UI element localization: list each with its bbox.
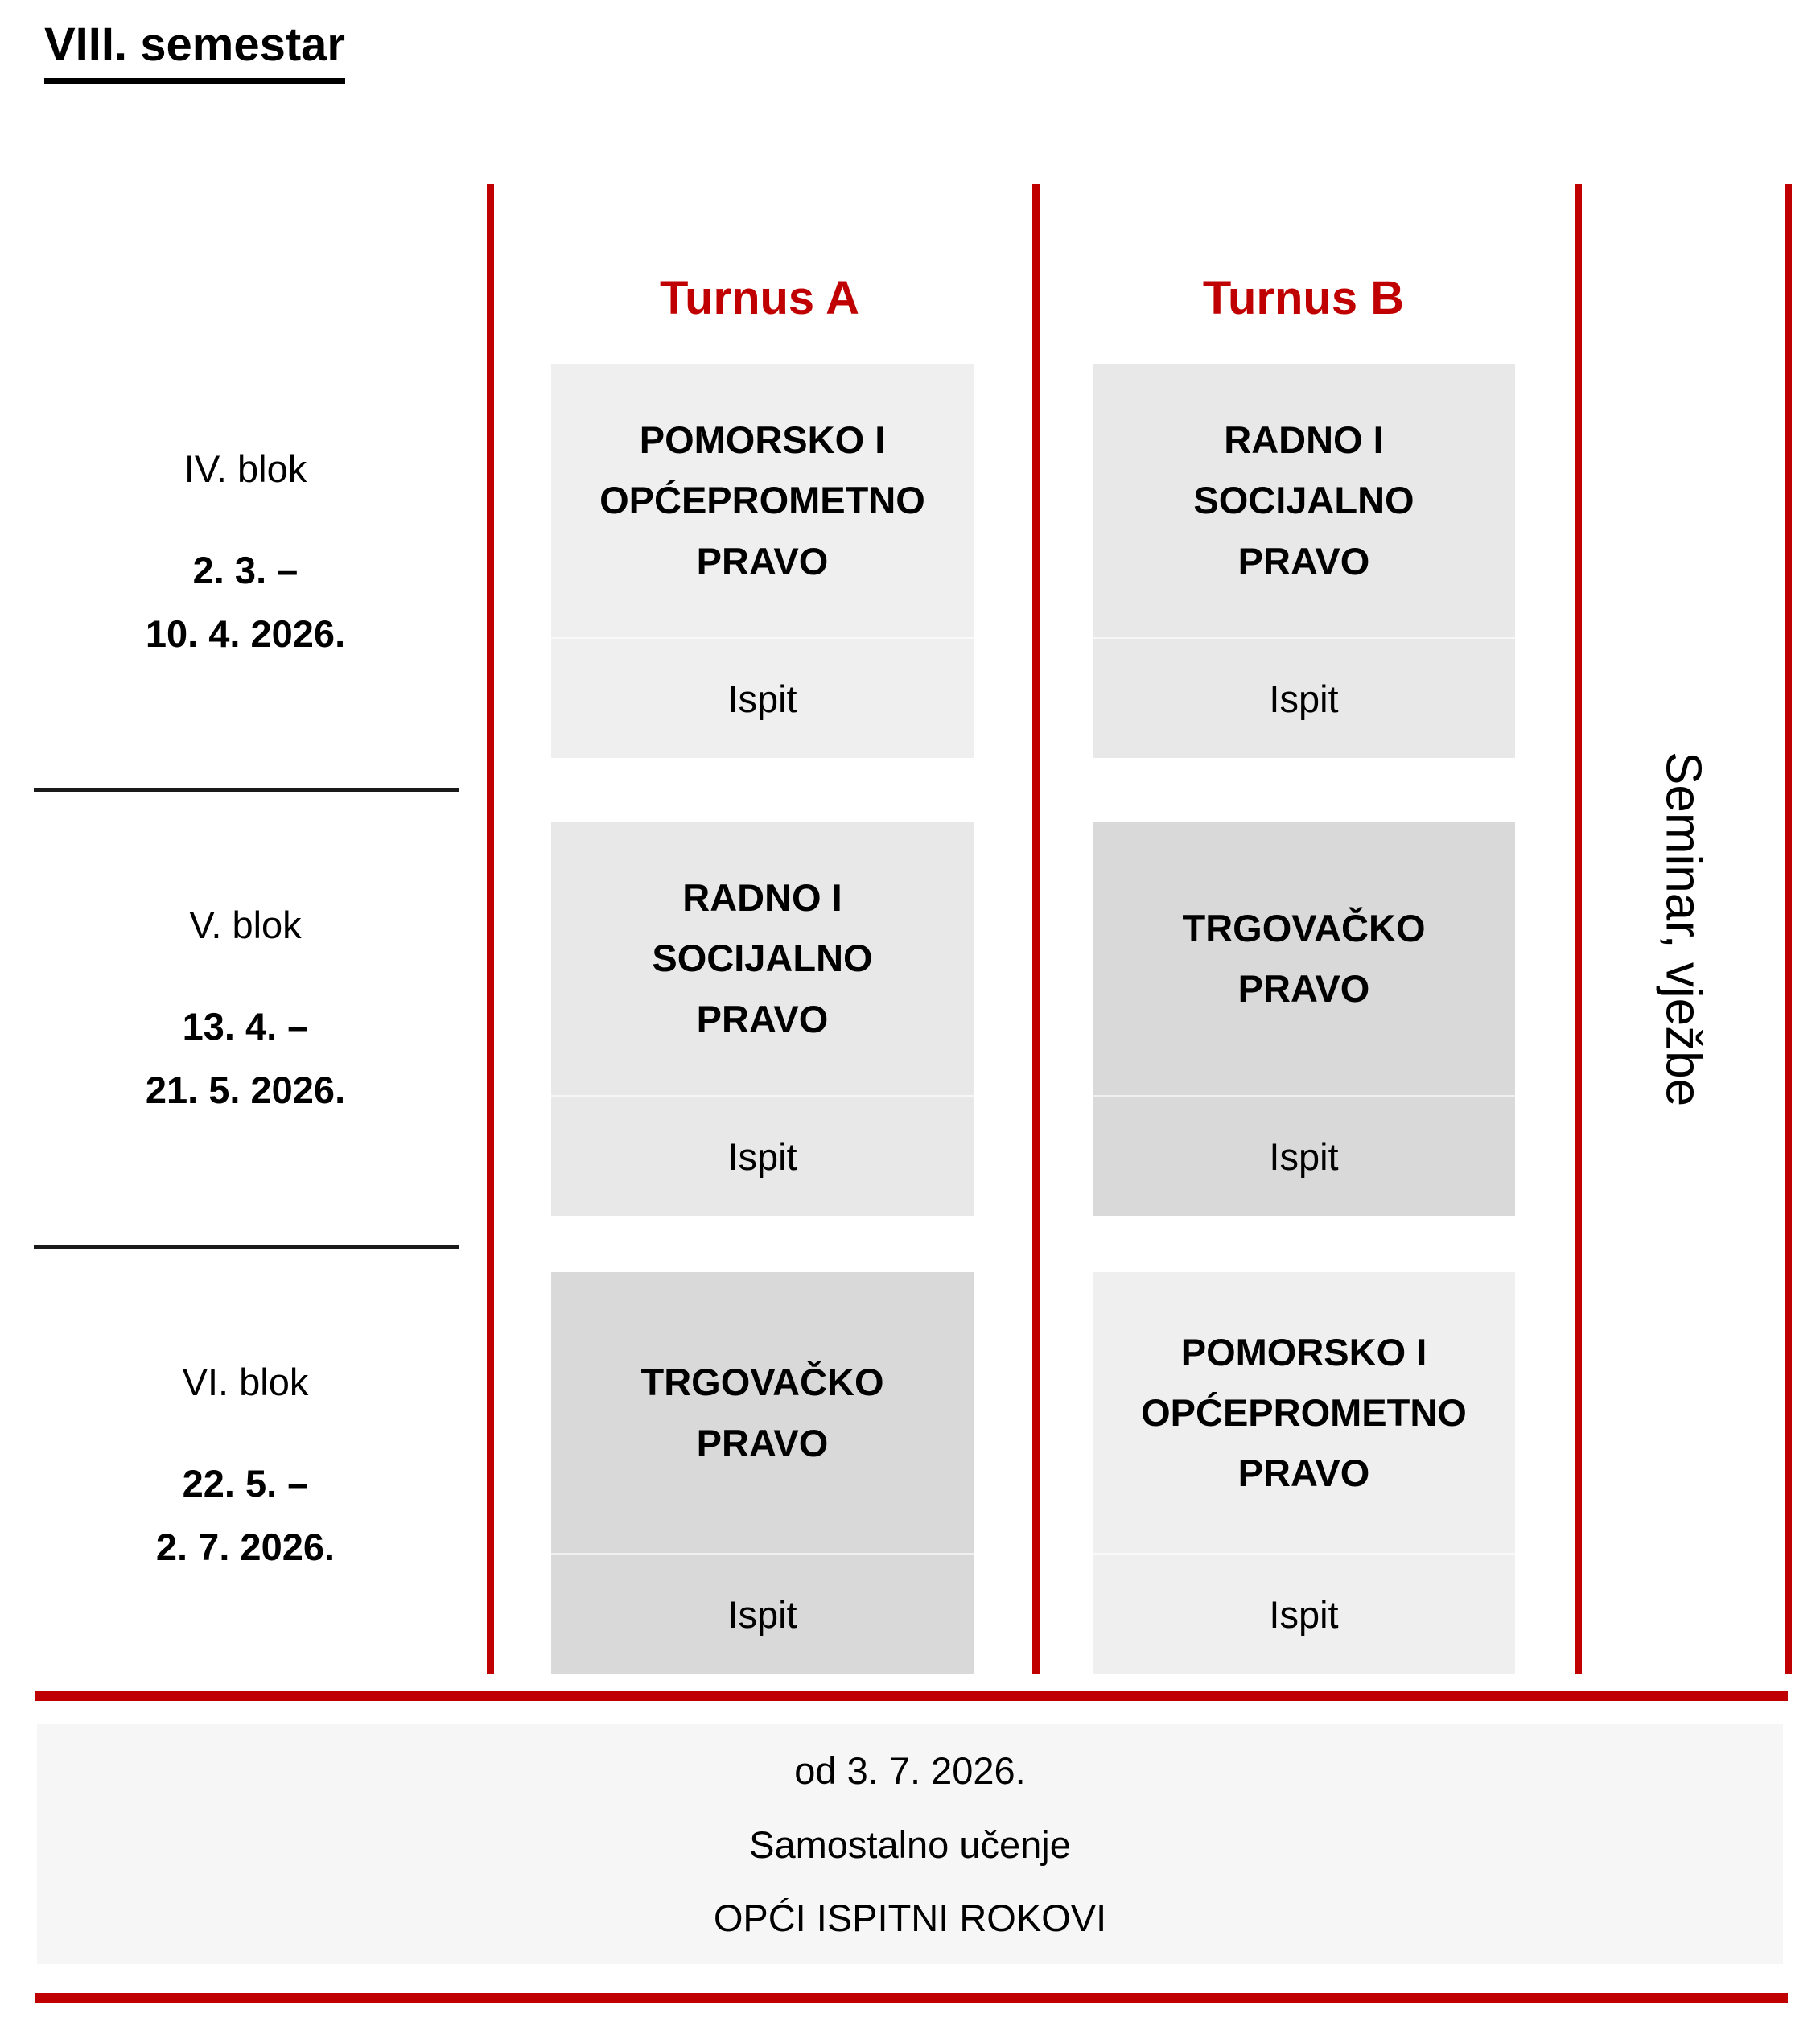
course-name-line: POMORSKO I (1180, 1330, 1427, 1373)
footer-box (37, 1724, 1783, 1964)
turnus-a-header: Turnus A (659, 271, 860, 324)
course-name-line: PRAVO (1237, 1452, 1370, 1495)
course-name (551, 822, 974, 1095)
course-name-line: PRAVO (696, 539, 829, 583)
course-name-line: OPĆEPROMETNO (1141, 1390, 1467, 1434)
block-date-start: 22. 5. – (182, 1462, 309, 1505)
exam-label: Ispit (1093, 1095, 1515, 1216)
course-cell-turnus-a-block-vi (551, 1272, 974, 1674)
course-name-line: RADNO I (1224, 418, 1384, 462)
red-divider-3 (1575, 184, 1582, 1674)
exam-label: Ispit (1093, 1553, 1515, 1674)
course-name-line: PRAVO (1237, 967, 1370, 1010)
red-bottom-bar (35, 1993, 1788, 2003)
footer-date-line: od 3. 7. 2026. (794, 1749, 1026, 1792)
exam-label: Ispit (551, 637, 974, 758)
block-label-vi (32, 1360, 459, 1579)
course-name-line: TRGOVAČKO (640, 1361, 884, 1404)
course-name-line: OPĆEPROMETNO (599, 479, 925, 522)
page-title: VIII. semestar (44, 18, 345, 84)
block-name: VI. blok (182, 1361, 309, 1403)
red-divider-1 (487, 184, 494, 1674)
red-divider-2 (1032, 184, 1040, 1674)
block-date-end: 10. 4. 2026. (145, 612, 346, 655)
block-date-end: 21. 5. 2026. (145, 1068, 346, 1111)
course-cell-turnus-a-block-v (551, 822, 974, 1216)
course-name (1093, 822, 1515, 1095)
course-name (551, 1272, 974, 1553)
footer-exam-periods-line: OPĆI ISPITNI ROKOVI (713, 1896, 1107, 1939)
seminar-side-label: Seminar, vježbe (1655, 751, 1711, 1107)
footer-selfstudy-line: Samostalno učenje (749, 1822, 1071, 1866)
course-cell-turnus-b-block-vi (1093, 1272, 1515, 1674)
block-date-start: 13. 4. – (182, 1005, 309, 1048)
block-separator-1 (34, 788, 459, 792)
course-name (1093, 364, 1515, 637)
block-name: IV. blok (183, 447, 307, 490)
course-cell-turnus-b-block-iv (1093, 364, 1515, 758)
course-name-line: RADNO I (682, 876, 842, 920)
course-name-line: PRAVO (696, 1421, 829, 1464)
block-label-v (32, 903, 459, 1122)
exam-label: Ispit (551, 1095, 974, 1216)
turnus-b-header: Turnus B (1202, 271, 1405, 324)
course-name-line: TRGOVAČKO (1182, 906, 1426, 949)
exam-label: Ispit (551, 1553, 974, 1674)
red-divider-4 (1785, 184, 1792, 1674)
course-cell-turnus-a-block-iv (551, 364, 974, 758)
course-name-line: SOCIJALNO (652, 937, 873, 980)
exam-label: Ispit (1093, 637, 1515, 758)
course-name-line: SOCIJALNO (1193, 479, 1414, 522)
block-separator-2 (34, 1245, 459, 1249)
block-date-end: 2. 7. 2026. (155, 1525, 336, 1568)
course-name-line: POMORSKO I (639, 418, 886, 462)
course-name (551, 364, 974, 637)
block-label-iv (32, 447, 459, 666)
course-name-line: PRAVO (696, 997, 829, 1040)
course-name-line: PRAVO (1237, 539, 1370, 583)
course-cell-turnus-b-block-v (1093, 822, 1515, 1216)
red-top-bar (35, 1691, 1788, 1701)
block-date-start: 2. 3. – (192, 549, 299, 591)
block-name: V. blok (189, 904, 302, 946)
course-name (1093, 1272, 1515, 1553)
